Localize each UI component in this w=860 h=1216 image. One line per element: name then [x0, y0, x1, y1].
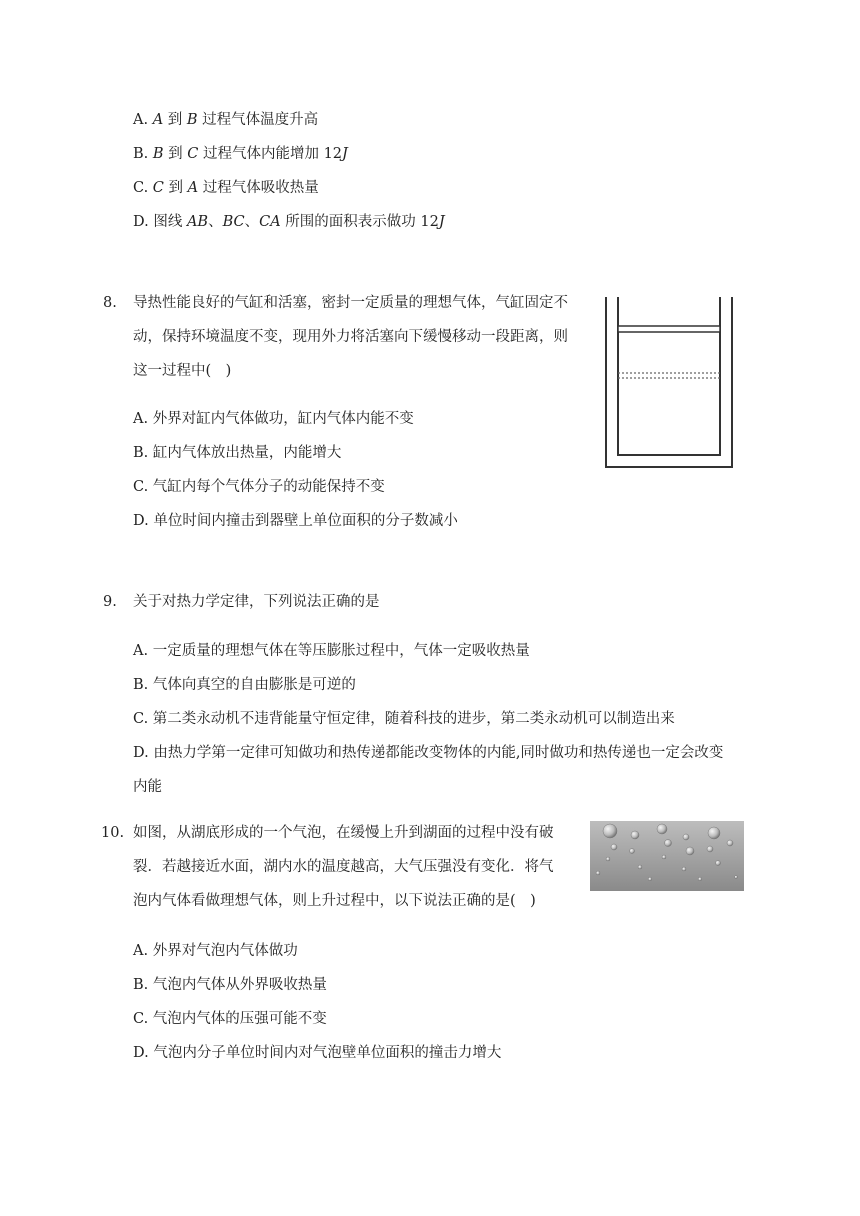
q8-option-a: A. 外界对缸内气体做功，缸内气体内能不变 — [133, 411, 414, 427]
q7-option-c: C. C 到 A 过程气体吸收热量 — [133, 180, 319, 196]
lake-bubbles-photo — [590, 821, 744, 891]
cylinder-piston-diagram — [604, 297, 734, 469]
q10-option-b: B. 气泡内气体从外界吸收热量 — [133, 977, 327, 993]
q9-option-a: A. 一定质量的理想气体在等压膨胀过程中，气体一定吸收热量 — [133, 643, 530, 659]
q9-option-c: C. 第二类永动机不违背能量守恒定律，随着科技的进步，第二类永动机可以制造出来 — [133, 711, 675, 727]
q8-stem-line-1: 导热性能良好的气缸和活塞，密封一定质量的理想气体，气缸固定不 — [133, 295, 568, 311]
q10-stem-line-2: 裂．若越接近水面，湖内水的温度越高，大气压强没有变化．将气 — [133, 859, 554, 875]
q9-option-d-continued: 内能 — [133, 779, 162, 795]
q8-option-b: B. 缸内气体放出热量，内能增大 — [133, 445, 342, 461]
q8-stem-line-3: 这一过程中( ) — [133, 363, 232, 379]
cylinder-wall — [606, 297, 732, 467]
q10-option-c: C. 气泡内气体的压强可能不变 — [133, 1011, 327, 1027]
q10-stem-line-3: 泡内气体看做理想气体，则上升过程中，以下说法正确的是( ) — [133, 893, 536, 909]
q10-number: 10. — [101, 825, 125, 841]
q8-option-d: D. 单位时间内撞击到器壁上单位面积的分子数减小 — [133, 513, 458, 529]
q7-option-d: D. 图线 AB、BC、CA 所围的面积表示做功 12J — [133, 214, 445, 230]
q9-number: 9. — [103, 594, 117, 610]
q9-option-d: D. 由热力学第一定律可知做功和热传递都能改变物体的内能,同时做功和热传递也一定会改变 — [133, 745, 724, 761]
q9-stem: 关于对热力学定律，下列说法正确的是 — [133, 594, 380, 610]
q8-number: 8. — [103, 295, 117, 311]
cylinder-inner-wall — [618, 297, 720, 455]
q10-stem-line-1: 如图，从湖底形成的一个气泡，在缓慢上升到湖面的过程中没有破 — [133, 825, 554, 841]
piston — [618, 326, 720, 332]
q7-option-b: B. B 到 C 过程气体内能增加 12J — [133, 146, 348, 162]
q8-stem-line-2: 动，保持环境温度不变，现用外力将活塞向下缓慢移动一段距离，则 — [133, 329, 568, 345]
q7-option-a: A. A 到 B 过程气体温度升高 — [133, 112, 319, 128]
q10-option-d: D. 气泡内分子单位时间内对气泡壁单位面积的撞击力增大 — [133, 1045, 502, 1061]
q10-option-a: A. 外界对气泡内气体做功 — [133, 943, 298, 959]
q8-option-c: C. 气缸内每个气体分子的动能保持不变 — [133, 479, 385, 495]
q9-option-b: B. 气体向真空的自由膨胀是可逆的 — [133, 677, 356, 693]
